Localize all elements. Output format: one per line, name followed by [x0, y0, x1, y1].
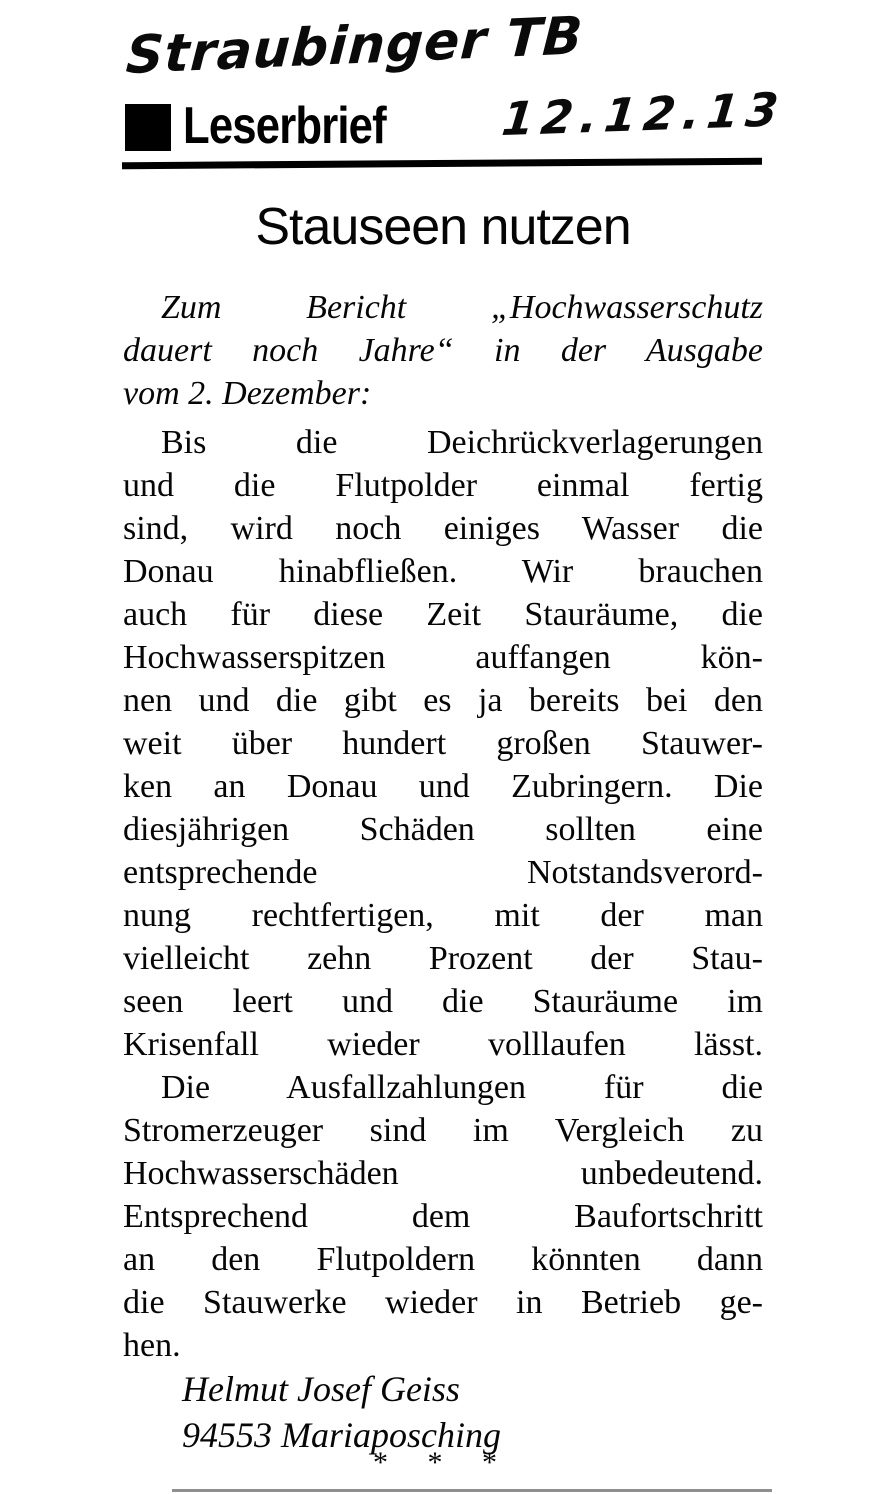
- article-body: [123, 421, 763, 1367]
- intro-line: vom 2. Dezember:: [123, 375, 372, 412]
- body-line: Donau hinabfließen. Wir brauchen: [123, 553, 763, 590]
- body-line: Krisenfall wieder volllaufen lässt.: [123, 1026, 763, 1063]
- body-line: Die Ausfallzahlungen für die: [161, 1069, 763, 1106]
- body-line: sind, wird noch einiges Wasser die: [123, 510, 763, 547]
- body-line: auch für diese Zeit Stauräume, die: [123, 596, 763, 633]
- article-headline: Stauseen nutzen: [255, 198, 631, 256]
- signature-name: Helmut Josef Geiss: [182, 1369, 460, 1409]
- bottom-rule: [172, 1489, 772, 1492]
- body-line: ken an Donau und Zubringern. Die: [123, 768, 763, 805]
- body-line: weit über hundert großen Stauwer-: [123, 725, 763, 762]
- body-line: hen.: [123, 1327, 181, 1364]
- body-line: Bis die Deichrückverlagerungen: [161, 424, 763, 461]
- body-line: seen leert und die Stauräume im: [123, 983, 763, 1020]
- section-square-marker: [125, 104, 171, 151]
- handwritten-publication-note: Straubinger TB: [124, 6, 586, 87]
- body-line: entsprechende Notstandsverord-: [123, 854, 763, 891]
- signature-city: 94553 Mariaposching: [182, 1415, 501, 1455]
- body-line: Stromerzeuger sind im Vergleich zu: [123, 1112, 763, 1149]
- body-line: Entsprechend dem Baufortschritt: [123, 1198, 763, 1235]
- intro-line: dauert noch Jahre“ in der Ausgabe: [123, 332, 763, 369]
- signature-block: [182, 1366, 501, 1458]
- handwritten-date-note: 12.12.13: [499, 82, 788, 147]
- article-intro: [123, 286, 763, 415]
- body-line: vielleicht zehn Prozent der Stau-: [123, 940, 763, 977]
- body-line: die Stauwerke wieder in Betrieb ge-: [123, 1284, 763, 1321]
- body-line: an den Flutpoldern könnten dann: [123, 1241, 763, 1278]
- body-line: Hochwasserspitzen auffangen kön-: [123, 639, 763, 676]
- section-label: Leserbrief: [183, 97, 386, 155]
- body-line: und die Flutpolder einmal fertig: [123, 467, 763, 504]
- body-line: nung rechtfertigen, mit der man: [123, 897, 763, 934]
- body-line: nen und die gibt es ja bereits bei den: [123, 682, 763, 719]
- header-rule: [122, 158, 762, 169]
- body-line: Hochwasserschäden unbedeutend.: [123, 1155, 763, 1192]
- end-stars: * * *: [373, 1446, 513, 1479]
- body-line: diesjährigen Schäden sollten eine: [123, 811, 763, 848]
- intro-line: Zum Bericht „Hochwasserschutz: [161, 289, 763, 326]
